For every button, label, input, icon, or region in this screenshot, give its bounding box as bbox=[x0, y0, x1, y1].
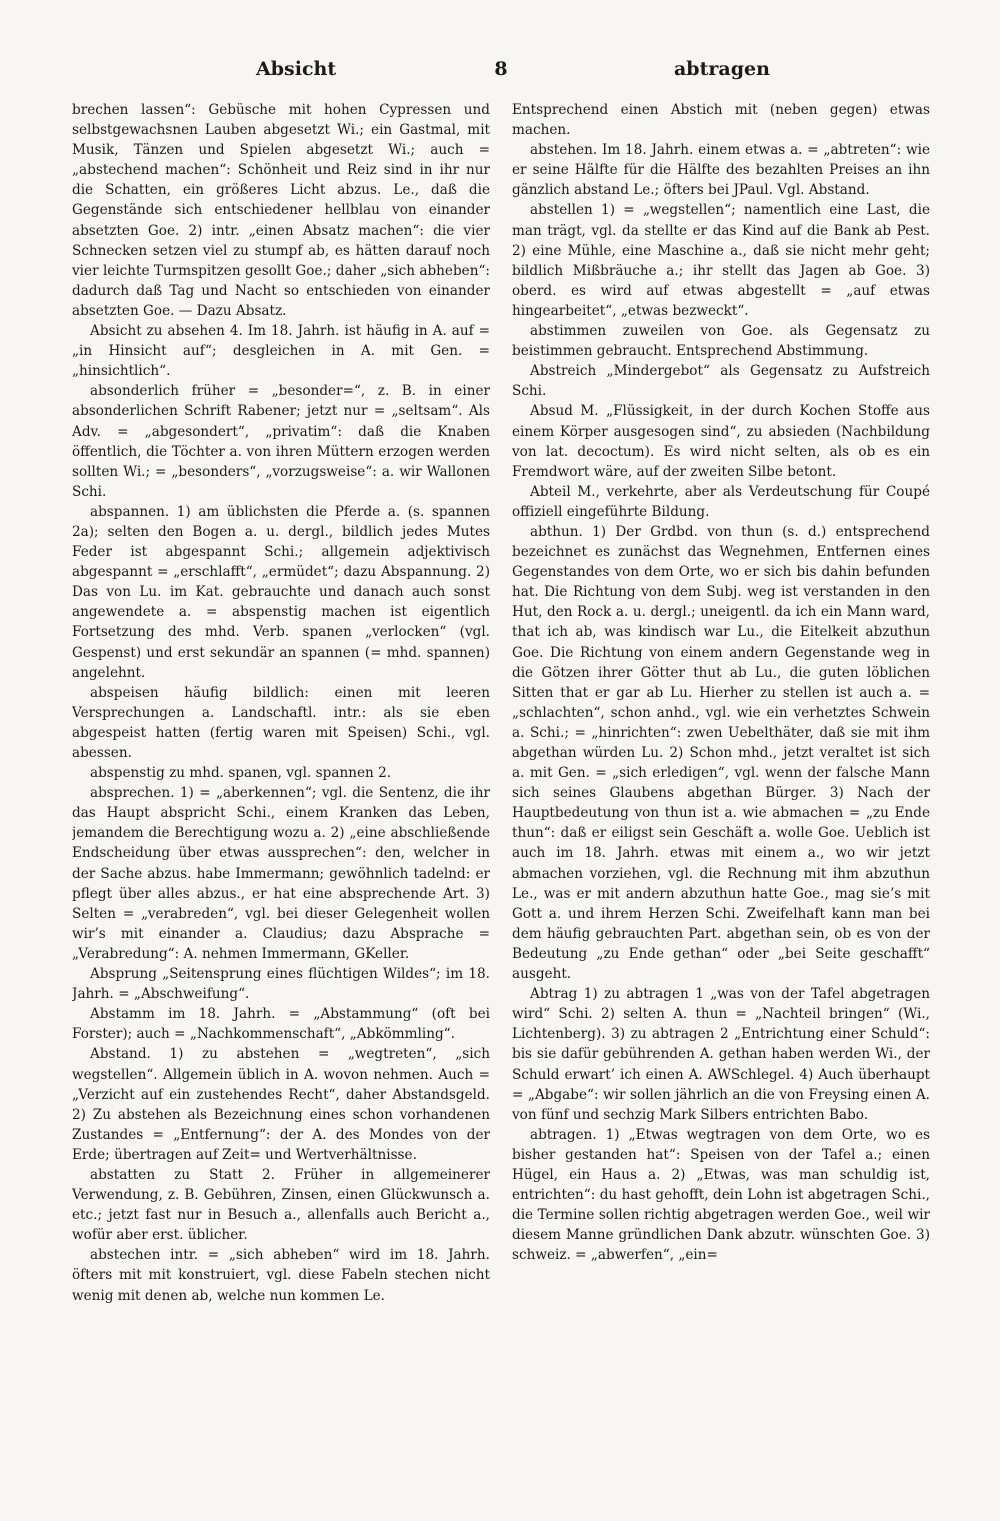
entry-paragraph: Entsprechend einen Abstich mit (neben gegen) etwas machen. bbox=[512, 102, 930, 139]
left-column bbox=[72, 100, 490, 1500]
entry-absonderlich: absonderlich früher = „besonder=“, z. B. in einer absonderlichen Schrift Rabener; jetzt nur = „seltsam“. Als Adv. = „abgesondert“, „privatim“: daß die Knaben öffentlich, die Töchter a. von ihren Müttern erzogen werden sollten Wi.; = „besonders“, „vorzugsweise“: a. wir Wallonen Schi. bbox=[72, 383, 490, 500]
page-number: 8 bbox=[494, 58, 508, 80]
entry-abstechen: abstechen intr. = „sich abheben“ wird im 18. Jahrh. öfters mit mit konstruiert, vgl. diese Fabeln stechen nicht wenig mit denen ab, welche nun kommen Le. bbox=[72, 1247, 490, 1304]
entry-abteil: Abteil M., verkehrte, aber als Verdeutschung für Coupé offiziell eingeführte Bildung. bbox=[512, 483, 930, 520]
entry-abstreich: Abstreich „Mindergebot“ als Gegensatz zu Aufstreich Schi. bbox=[512, 363, 930, 400]
right-column bbox=[512, 100, 930, 1500]
entry-abthun: abthun. 1) Der Grdbd. von thun (s. d.) entsprechend bezeichnet es zunächst das Wegnehmen, Entfernen eines Gegenstandes von dem Orte, wo er sich bis dahin befunden hat. Die Richtung von dem Subj. weg ist verstanden in den Hut, den Rock a. u. dergl.; uneigentl. da ich ein Mann ward, that ich ab, was kindisch war Lu., die Eitelkeit abzuthun Goe. Die Richtung von einem andern Gegenstande weg in die Götzen ihrer Götter thut ab Lu., die guten löblichen Sitten that er gar ab Lu. Hierher zu stellen ist auch a. = „schlachten“, schon anhd., vgl. wie ein verhetztes Schwein a. Schi.; = „hinrichten“: zwen Uebelthäter, daß sie mit ihm abgethan würden Lu. 2) Schon mhd., jetzt veraltet ist sich a. mit Gen. = „sich erledigen“, vgl. wenn der falsche Mann sich seines Glaubens abgethan Bürger. 3) Nach der Hauptbedeutung von thun ist a. wie abmachen = „zu Ende thun“: daß er eiligst sein Geschäft a. wolle Goe. Ueblich ist auch im 18. Jahrh. etwas mit einem a., wo wir jetzt abmachen vorziehen, vgl. die Rechnung mit ihm abzuthun Le., was er mit andern abzuthun hatte Goe., mag sie’s mit Gott a. und ihrem Herzen Schi. Zweifelhaft kann man bei dem häufig gebrauchten Part. abgethan sein, ob es von der Bedeutung „zu Ende gethan“ oder „bei Seite geschafft“ ausgeht. bbox=[512, 523, 930, 983]
entry-abspenstig: abspenstig zu mhd. spanen, vgl. spannen 2. bbox=[90, 765, 392, 782]
entry-abstamm: Abstamm im 18. Jahrh. = „Abstammung“ (oft bei Forster); auch = „Nachkommenschaft“, „Abkömmling“. bbox=[72, 1006, 490, 1043]
entry-abtragen: abtragen. 1) „Etwas wegtragen von dem Orte, wo es bisher gestanden hat“: Speisen von der Tafel a.; einen Hügel, ein Haus a. 2) „Etwas, was man schuldig ist, entrichten“: du hast gehofft, dein Lohn ist abgetragen Schi., die Termine sollen richtig abgetragen werden Goe., weil wir diesem Manne gründlichen Dank abzutr. wünschten Goe. 3) schweiz. = „abwerfen“, „ein= bbox=[512, 1126, 930, 1264]
entry-abstellen: abstellen 1) = „wegstellen“; namentlich eine Last, die man trägt, vgl. da stellte er das Kind auf die Bank ab Pest. 2) eine Mühle, eine Maschine a., daß sie nicht mehr geht; bildlich Mißbräuche a.; ihr stellt das Jagen ab Goe. 3) oberd. es wird auf etwas abgestellt = „auf etwas hingearbeitet“, „etwas bezweckt“. bbox=[512, 202, 930, 319]
entry-abtrag: Abtrag 1) zu abtragen 1 „was von der Tafel abgetragen wird“ Schi. 2) selten A. thun = „Nachteil bringen“ (Wi., Lichtenberg). 3) zu abtragen 2 „Entrichtung einer Schuld“: bis sie dafür gebührenden A. gethan haben werden Wi., der Schuld erwart’ ich einen A. AWSchlegel. 4) Auch überhaupt = „Abgabe“: wir sollen jährlich an die von Freysing einen A. von fünf und sechzig Mark Silbers entrichten Babo. bbox=[512, 986, 930, 1123]
entry-abspeisen: abspeisen häufig bildlich: einen mit leeren Versprechungen a. Landschaftl. intr.: als sie eben abgespeist hatten (fertig waren mit Speisen) Schi., vgl. abessen. bbox=[72, 684, 490, 761]
entry-abstimmen: abstimmen zuweilen von Goe. als Gegensatz zu beistimmen gebraucht. Entsprechend Abstimmung. bbox=[512, 323, 930, 360]
entry-abspannen: abspannen. 1) am üblichsten die Pferde a. (s. spannen 2a); selten den Bogen a. u. dergl., bildlich jedes Mutes Feder ist abgespannt Schi.; allgemein adjektivisch abgespannt = „erschlafft“, „ermüdet“; dazu Abspannung. 2) Das von Lu. im Kat. gebrauchte und danach auch sonst angewendete a. = abspenstig machen ist eigentlich Fortsetzung des mhd. Verb. spanen „verlocken“ (vgl. Gespenst) und erst sekundär an spannen (= mhd. spannen) angelehnt. bbox=[72, 503, 490, 681]
entry-paragraph: brechen lassen“: Gebüsche mit hohen Cypressen und selbstgewachsnen Lauben abgesetzt Wi.; ein Gastmal, mit Musik, Tänzen und Spielen abgesetzt Wi.; auch = „abstechend machen“: Schönheit und Reiz sind in ihr nur die Schatten, ein größeres Licht abzus. Le., daß die Gegenstände sich entschiedener hellblau von einander absetzten Goe. 2) intr. „einen Absatz machen“: die vier Schnecken setzen viel zu stumpf ab, es hätten darauf noch vier leichte Turmspitzen gesollt Goe.; daher „sich abheben“: dadurch daß Tag und Nacht so entschieden von einander absetzten Goe. — Dazu Absatz. bbox=[72, 102, 490, 319]
entry-abstand: Abstand. 1) zu abstehen = „wegtreten“, „sich wegstellen“. Allgemein üblich in A. wovon nehmen. Auch = „Verzicht auf ein zustehendes Recht“, daher Abstandsgeld. 2) Zu abstehen als Bezeichnung eines schon vorhandenen Zustandes = „Entfernung“: der A. des Mondes von der Erde; übertragen auf Zeit= und Wertverhältnisse. bbox=[72, 1046, 490, 1163]
entry-absprechen: absprechen. 1) = „aberkennen“; vgl. die Sentenz, die ihr das Haupt abspricht Schi., einem Kranken das Leben, jemandem die Berechtigung wozu a. 2) „eine abschließende Endscheidung über etwas aussprechen“: den, welcher in der Sache abzus. habe Immermann; gewöhnlich tadelnd: er pflegt über alles abzus., er hat eine absprechende Art. 3) Selten = „verabreden“, vgl. bei dieser Gelegenheit wollen wir’s mit einander a. Claudius; dazu Absprache = „Verabredung“: A. nehmen Immermann, GKeller. bbox=[72, 785, 490, 962]
entry-absprung: Absprung „Seitensprung eines flüchtigen Wildes“; im 18. Jahrh. = „Abschweifung“. bbox=[72, 966, 490, 1003]
header-left-keyword: Absicht bbox=[256, 58, 337, 80]
entry-absicht: Absicht zu absehen 4. Im 18. Jahrh. ist häufig in A. auf = „in Hinsicht auf“; desgleichen in A. mit Gen. = „hinsichtlich“. bbox=[72, 323, 490, 380]
entry-abstatten: abstatten zu Statt 2. Früher in allgemeinerer Verwendung, z. B. Gebühren, Zinsen, einen Glückwunsch a. etc.; jetzt fast nur in Besuch a., allenfalls auch Bericht a., wofür aber erst. üblicher. bbox=[72, 1166, 490, 1244]
header-right-keyword: abtragen bbox=[674, 58, 770, 80]
page-header bbox=[70, 58, 932, 88]
entry-abstehen: abstehen. Im 18. Jahrh. einem etwas a. = „abtreten“: wie er seine Hälfte für die Hälfte des bezahlten Preises an ihn gänzlich abstand Le.; öfters bei JPaul. Vgl. Abstand. bbox=[512, 142, 930, 199]
entry-absud: Absud M. „Flüssigkeit, in der durch Kochen Stoffe aus einem Körper ausgesogen sind“, zu absieden (Nachbildung von lat. decoctum). Es wird nicht selten, als ob es ein Fremdwort wäre, auf der zweiten Silbe betont. bbox=[512, 403, 930, 480]
